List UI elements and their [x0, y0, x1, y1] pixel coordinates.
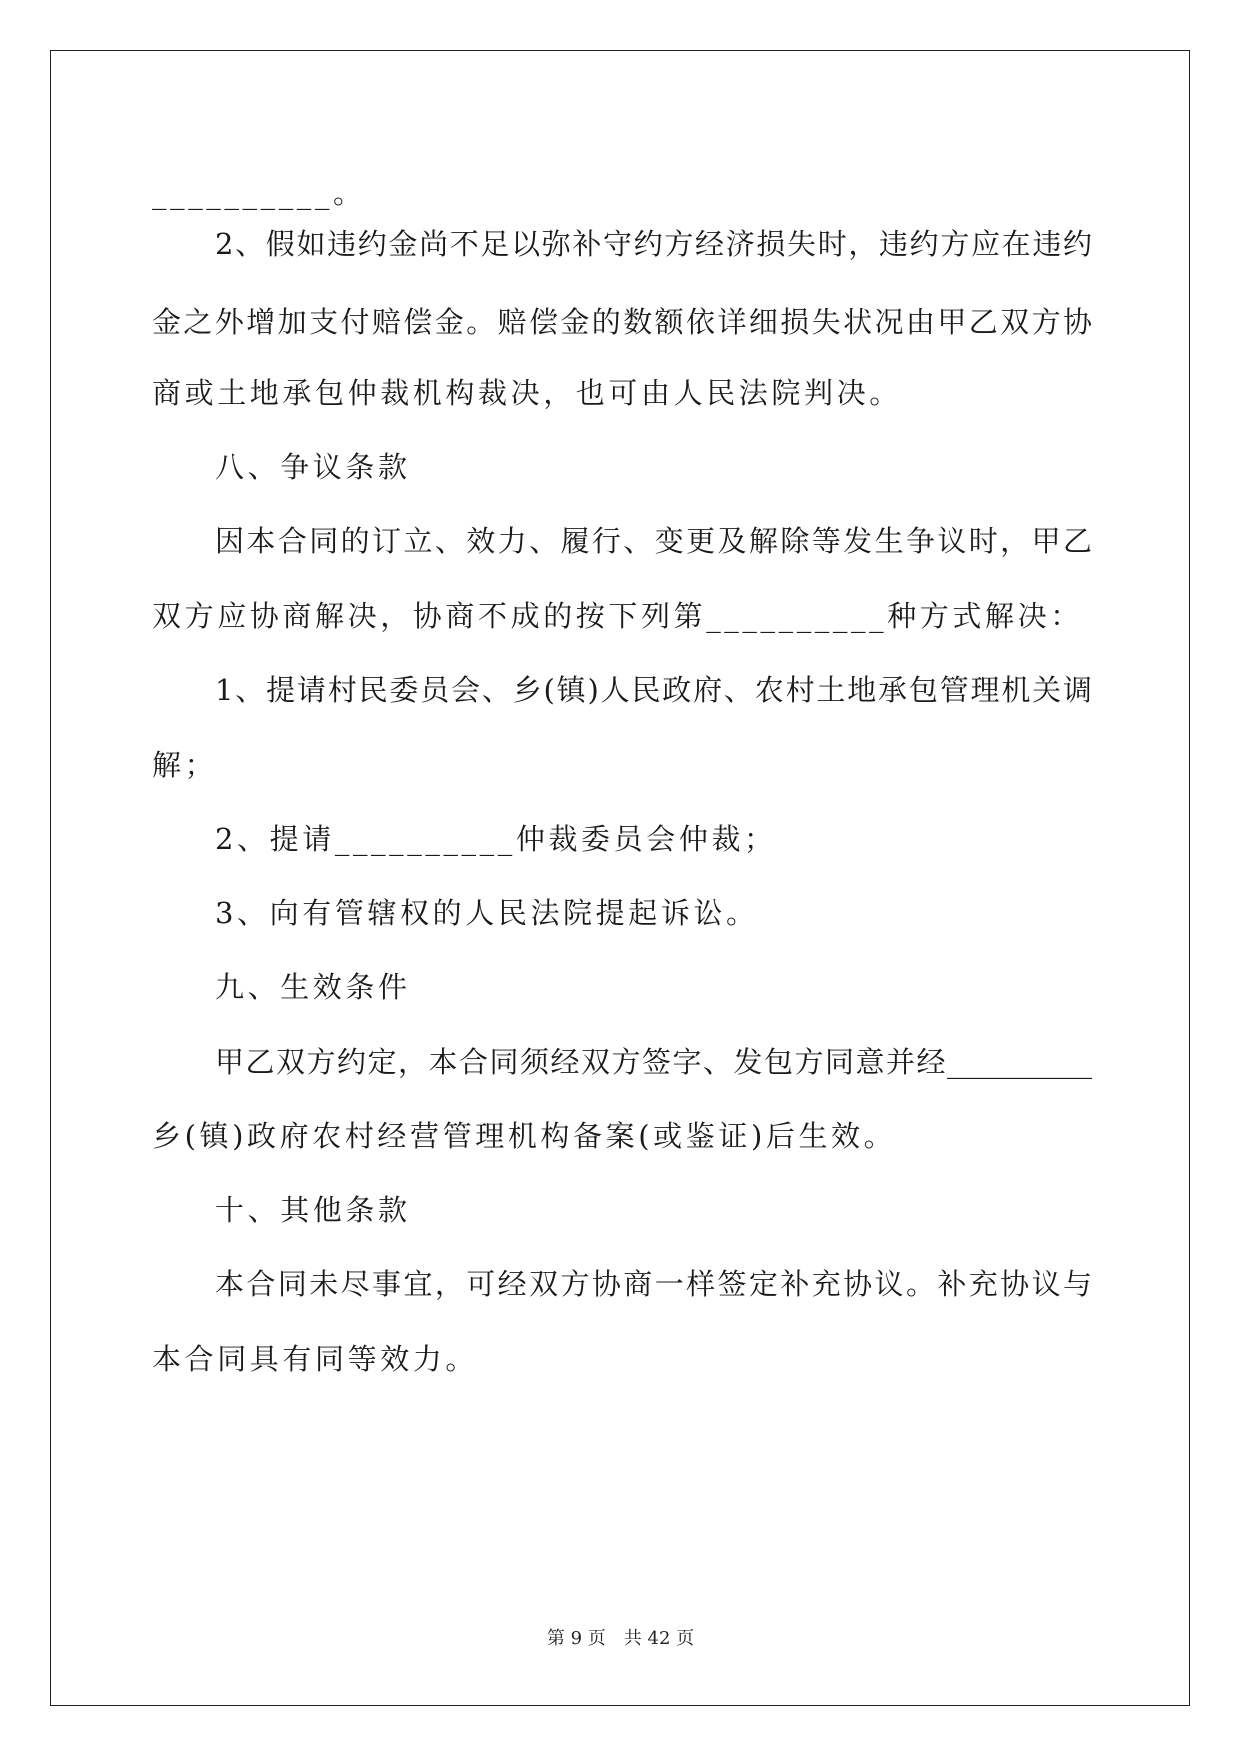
text-line: 2、假如违约金尚不足以弥补守约方经济损失时，违约方应在违约 — [215, 227, 1092, 261]
section-heading: 十、其他条款 — [215, 1193, 411, 1227]
text-line: 3、向有管辖权的人民法院提起诉讼。 — [215, 896, 759, 930]
text-line: 1、提请村民委员会、乡(镇)人民政府、农村土地承包管理机关调 — [215, 673, 1092, 707]
section-heading: 九、生效条件 — [215, 970, 411, 1004]
text-line: 本合同具有同等效力。 — [152, 1342, 479, 1376]
text-line: 因本合同的订立、效力、履行、变更及解除等发生争议时，甲乙 — [215, 524, 1092, 558]
text-line: 本合同未尽事宜，可经双方协商一样签定补充协议。补充协议与 — [215, 1267, 1092, 1301]
section-heading: 八、争议条款 — [215, 450, 411, 484]
page-border — [50, 50, 1190, 1706]
text-line: 解； — [152, 748, 218, 782]
text-line: 乡(镇)政府农村经营管理机构备案(或鉴证)后生效。 — [152, 1119, 897, 1153]
text-line: 甲乙双方约定，本合同须经双方签字、发包方同意并经__________ — [215, 1045, 1092, 1079]
text-line: 金之外增加支付赔偿金。赔偿金的数额依详细损失状况由甲乙双方协 — [152, 305, 1092, 339]
text-line-blank: __________。 — [152, 176, 366, 210]
text-line: 双方应协商解决，协商不成的按下列第__________种方式解决： — [152, 599, 1083, 633]
page-number: 第 9 页 共 42 页 — [546, 1628, 695, 1649]
text-line: 2、提请__________仲裁委员会仲裁； — [215, 822, 777, 856]
text-line: 商或土地承包仲裁机构裁决，也可由人民法院判决。 — [152, 376, 902, 410]
